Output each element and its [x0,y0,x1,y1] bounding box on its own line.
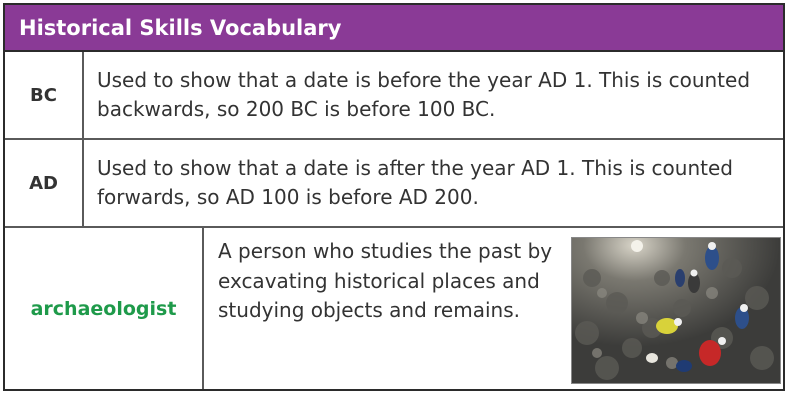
term-ad: AD [5,140,84,226]
definition-ad: Used to show that a date is after the year AD 1. This is counted forwards, so AD 100 is before AD 200. [97,156,733,209]
vocab-row-ad [5,140,783,228]
definition-archaeologist: A person who studies the past by excavating historical places and studying objects and remains. [218,239,553,322]
term-bc: BC [5,52,84,138]
card-title: Historical Skills Vocabulary [5,5,783,52]
excavation-photo [571,237,781,384]
definition-bc: Used to show that a date is before the year AD 1. This is counted backwards, so 200 BC is before 100 BC. [97,68,751,121]
vocab-row-bc [5,52,783,140]
excavation-illustration [572,238,780,383]
vocabulary-card [3,3,785,391]
term-archaeologist: archaeologist [5,228,204,389]
vocab-row-archaeologist [5,228,783,389]
